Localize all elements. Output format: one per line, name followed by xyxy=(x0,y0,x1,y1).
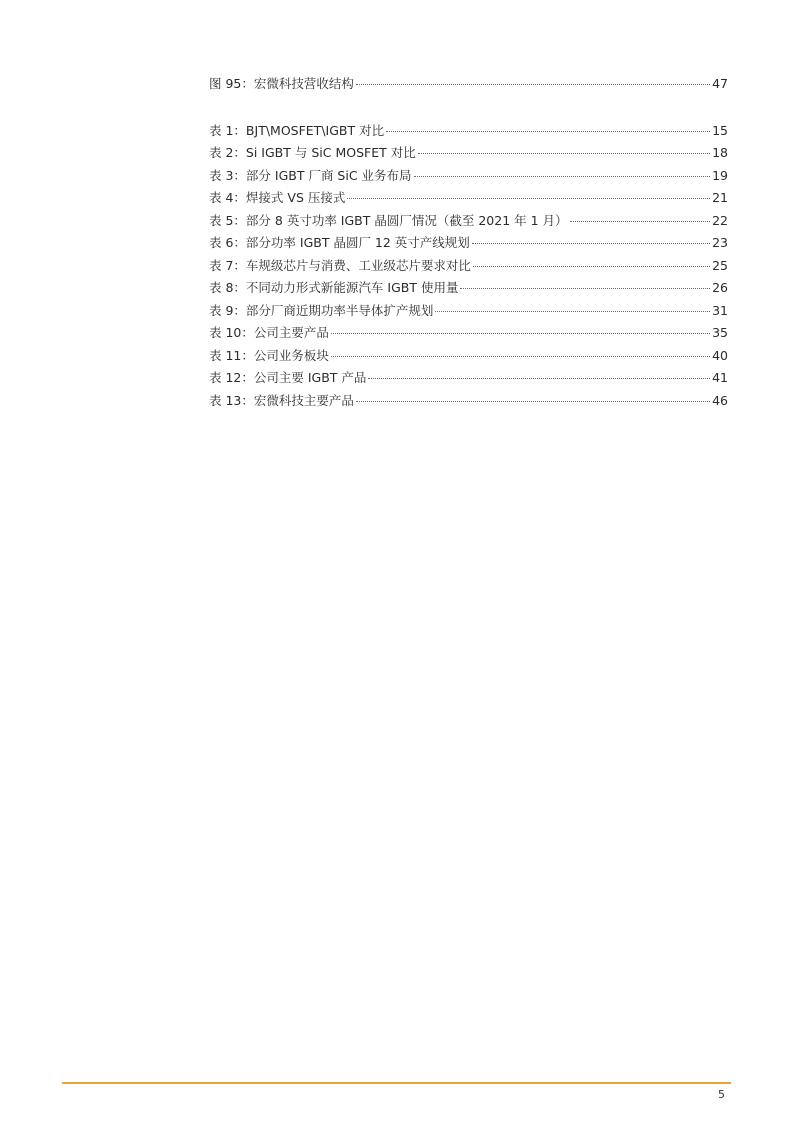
footer-divider xyxy=(62,1082,731,1084)
toc-entry-table-1[interactable] xyxy=(209,120,728,143)
toc-entry-table-7[interactable] xyxy=(209,255,728,278)
toc-entry-label: 表 3：部分 IGBT 厂商 SiC 业务布局 xyxy=(209,167,412,183)
toc-entry-page: 15 xyxy=(712,122,728,138)
toc-entry-table-9[interactable] xyxy=(209,300,728,323)
toc-entry-label: 表 11：公司业务板块 xyxy=(209,347,329,363)
toc-entry-label: 图 95：宏微科技营收结构 xyxy=(209,76,354,91)
toc-entry-page: 19 xyxy=(712,167,728,183)
table-of-contents xyxy=(209,73,728,412)
toc-leader-dots xyxy=(331,356,710,357)
toc-entry-table-2[interactable] xyxy=(209,142,728,165)
toc-entry-label: 表 8：不同动力形式新能源汽车 IGBT 使用量 xyxy=(209,280,459,295)
toc-entry-label: 表 9：部分厂商近期功率半导体扩产规划 xyxy=(209,302,434,318)
toc-entry-page: 40 xyxy=(712,347,728,363)
toc-leader-dots xyxy=(460,288,710,289)
toc-entry-label: 表 12：公司主要 IGBT 产品 xyxy=(209,370,367,385)
toc-entry-page: 35 xyxy=(712,325,728,340)
toc-leader-dots xyxy=(473,266,710,267)
toc-entry-page: 46 xyxy=(712,392,728,408)
toc-leader-dots xyxy=(570,221,711,222)
toc-entry-page: 23 xyxy=(712,235,728,250)
toc-entry-page: 18 xyxy=(712,145,728,160)
toc-entry-figure-95[interactable] xyxy=(209,73,728,96)
toc-leader-dots xyxy=(386,131,710,132)
toc-entry-table-6[interactable] xyxy=(209,232,728,255)
toc-leader-dots xyxy=(331,333,710,334)
page-number: 5 xyxy=(718,1088,725,1101)
toc-leader-dots xyxy=(435,311,710,312)
toc-leader-dots xyxy=(356,84,710,85)
toc-entry-table-10[interactable] xyxy=(209,322,728,345)
toc-leader-dots xyxy=(356,401,710,402)
toc-entry-page: 22 xyxy=(712,212,728,228)
toc-leader-dots xyxy=(347,198,710,199)
toc-entry-page: 41 xyxy=(712,370,728,385)
toc-leader-dots xyxy=(472,243,710,244)
toc-entry-label: 表 7：车规级芯片与消费、工业级芯片要求对比 xyxy=(209,257,471,273)
toc-entry-label: 表 2：Si IGBT 与 SiC MOSFET 对比 xyxy=(209,145,416,160)
toc-entry-label: 表 10：公司主要产品 xyxy=(209,325,329,340)
toc-entry-label: 表 13：宏微科技主要产品 xyxy=(209,392,354,408)
toc-entry-table-11[interactable] xyxy=(209,345,728,368)
toc-entry-page: 21 xyxy=(712,190,728,205)
toc-entry-page: 25 xyxy=(712,257,728,273)
toc-entry-table-13[interactable] xyxy=(209,390,728,413)
toc-entry-table-3[interactable] xyxy=(209,165,728,188)
toc-entry-table-4[interactable] xyxy=(209,187,728,210)
toc-entry-page: 26 xyxy=(712,280,728,295)
toc-entry-table-8[interactable] xyxy=(209,277,728,300)
toc-entry-label: 表 6：部分功率 IGBT 晶圆厂 12 英寸产线规划 xyxy=(209,235,470,250)
toc-entry-label: 表 1：BJT\MOSFET\IGBT 对比 xyxy=(209,122,385,138)
toc-entry-label: 表 4：焊接式 VS 压接式 xyxy=(209,190,346,205)
toc-entry-page: 47 xyxy=(712,76,728,91)
toc-leader-dots xyxy=(418,153,710,154)
toc-leader-dots xyxy=(368,378,710,379)
toc-entry-table-5[interactable] xyxy=(209,210,728,233)
toc-entry-table-12[interactable] xyxy=(209,367,728,390)
toc-leader-dots xyxy=(414,176,711,177)
toc-entry-label: 表 5：部分 8 英寸功率 IGBT 晶圆厂情况（截至 2021 年 1 月） xyxy=(209,212,568,228)
toc-entry-page: 31 xyxy=(712,302,728,318)
